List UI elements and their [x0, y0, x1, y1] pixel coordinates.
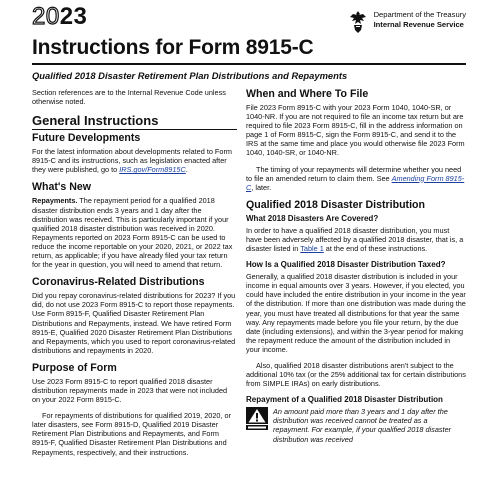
repayment-heading: Repayment of a Qualified 2018 Disaster Distribution — [246, 395, 443, 405]
coronavirus-text: Did you repay coronavirus-related distributions for 2023? If you did, do not use 2023 Form 8915-C to report those repayments. Use Form 8915-F, Qualified Disaster Retirement Plan Distributions and Repayments, instead. We have retired Form 8915-E, Qualified 2020 Disaster Retirement Plan Distributions and Repayments, which you used to report coronavirus-related distributions and repayments in 2020. — [32, 291, 236, 355]
covered-heading: What 2018 Disasters Are Covered? — [246, 213, 379, 223]
amending-form-link[interactable]: Amending Form 8915-C — [246, 173, 465, 192]
taxed-text-2: Also, qualified 2018 disaster distributions aren't subject to the additional 10% tax (or the 25% additional tax for certain distributions from SIMPLE IRAs) on early distributions. — [246, 360, 466, 389]
taxed-heading: How Is a Qualified 2018 Disaster Distribution Taxed? — [246, 260, 446, 270]
purpose-text-2: For repayments of distributions for qualified 2019, 2020, or later disasters, see Form 8915-D, Qualified 2019 Disaster Retirement Plan Distributions and Repayments, and Form 8915-F, Qualified Disaster Retirement Plan Distributions and Repayments, respectively, and their instructions. — [32, 411, 232, 457]
timing-text: The timing of your repayments will determine whether you need to file an amended return to claim them. See Amending Form 8915-C, later. — [246, 164, 465, 192]
caution-block — [246, 407, 466, 450]
future-developments-heading: Future Developments — [32, 132, 141, 145]
when-where-text: File 2023 Form 8915-C with your 2023 Form 1040, 1040-SR, or 1040-NR. If you are not required to file an income tax return but are required to file 2023 Form 8915-C, fill in the address information on page 1 of Form 8915-C, sign the Form 8915-C, and send it to the IRS at the same time and place you would otherwise file 2023 Form 1040, 1040-SR, or 1040-NR. — [246, 103, 465, 158]
future-developments-text: For the latest information about developments related to Form 8915-C and its instructions, such as legislation enacted after they were published, go to IRS.gov/Form8915C. — [32, 147, 232, 175]
right-column — [246, 88, 466, 451]
agency-department: Department of the Treasury — [373, 10, 466, 19]
general-instructions-heading: General Instructions — [32, 113, 237, 130]
form-year — [32, 5, 87, 29]
table1-link[interactable]: Table 1 — [300, 244, 324, 254]
title-rule — [32, 63, 466, 65]
document-title: Instructions for Form 8915-C — [32, 36, 314, 59]
caution-text: An amount paid more than 3 years and 1 day after the distribution was received cannot be treated as a repayment. For example, if your qualified 2018 disaster distribution was received — [273, 407, 452, 444]
year-outline-digits: 20 — [32, 3, 60, 30]
left-column — [32, 88, 237, 464]
caution-icon — [246, 407, 268, 431]
purpose-text: Use 2023 Form 8915-C to report qualified 2018 disaster distribution repayments made in 2023 that were not included on your 2022 Form 8915-C. — [32, 376, 228, 405]
agency-block — [347, 10, 466, 34]
irs-eagle-logo-icon — [347, 10, 369, 34]
qualified-distribution-heading: Qualified 2018 Disaster Distribution — [246, 198, 425, 211]
repayments-lead: Repayments. — [32, 196, 78, 206]
when-where-heading: When and Where To File — [246, 88, 369, 100]
irs-form8915c-link[interactable]: IRS.gov/Form8915C — [119, 165, 186, 175]
purpose-heading: Purpose of Form — [32, 361, 117, 374]
agency-irs: Internal Revenue Service — [373, 19, 464, 29]
coronavirus-heading: Coronavirus-Related Distributions — [32, 276, 205, 289]
document-subtitle: Qualified 2018 Disaster Retirement Plan Distributions and Repayments — [32, 70, 348, 81]
covered-text: In order to have a qualified 2018 disaster distribution, you must have been adversely affected by a qualified 2018 disaster, that is, a disaster listed in Table 1 at the end of these instructions. — [246, 225, 464, 254]
intro-note: Section references are to the Internal Revenue Code unless otherwise noted. — [32, 88, 226, 107]
year-bold-digits: 23 — [59, 3, 88, 30]
taxed-text: Generally, a qualified 2018 disaster distribution is included in your income in equal amounts over 3 years. However, if you elected, you could have included the entire distribution in your income in the year of the distribution. If more than one distribution was made during the year, you must have treated all distributions for that year the same way. Any repayments made before you file your return, by the due date (including extensions), and within the 3-year period for making the repayment reduce the amount of the distribution included in your income. — [246, 272, 466, 354]
whats-new-heading: What's New — [32, 181, 92, 194]
repayments-paragraph: Repayments. The repayment period for a qualified 2018 disaster distribution ends 3 years and 1 day after the distribution was received. This is particularly important if your qualified 2018 disaster distribution was received in 2020. Repayments reported on 2023 Form 8915-C can be used to reduce the income reportable on your 2020, 2021, or 2022 tax return, as applicable; if you have already filed your tax return for the year in question, you will need to amend that return. — [32, 196, 233, 270]
